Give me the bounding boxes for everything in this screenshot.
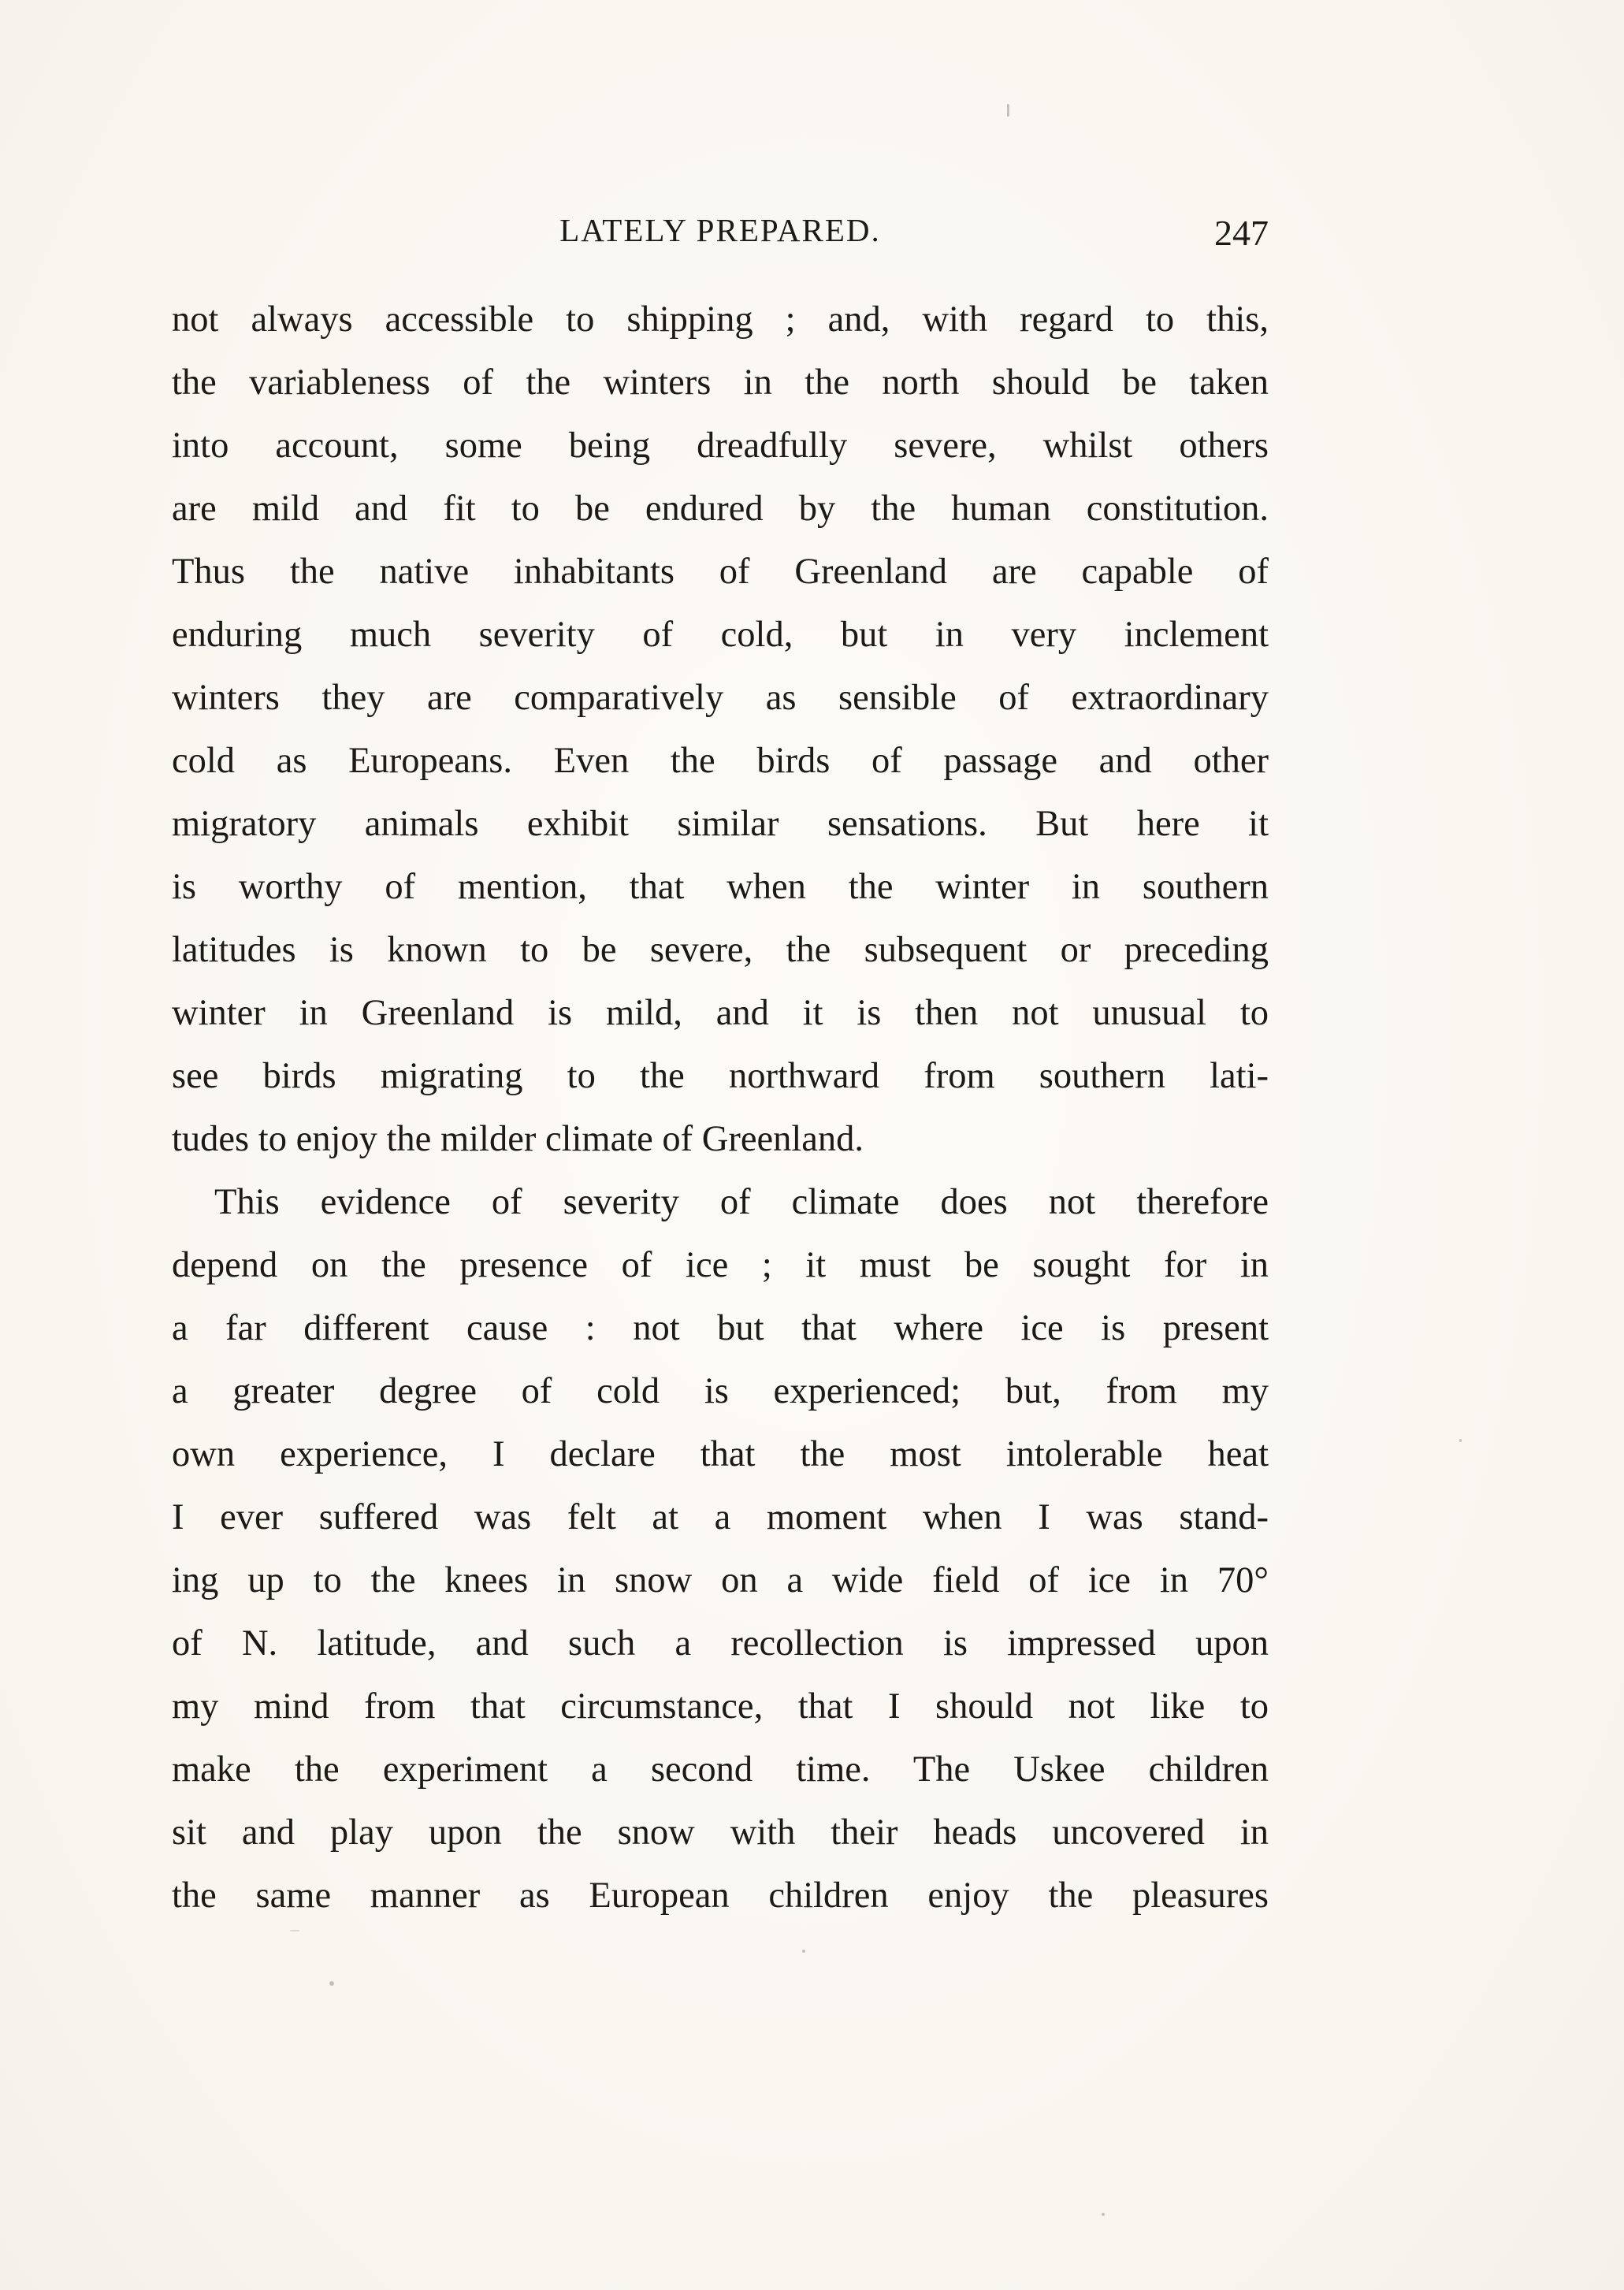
text-line: is worthy of mention, that when the winter in southern — [172, 867, 1269, 907]
text-line: cold as Europeans. Even the birds of passage and other — [172, 741, 1269, 781]
text-line: a far different cause : not but that where ice is present — [172, 1308, 1269, 1348]
text-line: winter in Greenland is mild, and it is then not unusual to — [172, 993, 1269, 1033]
text-line: into account, some being dreadfully severe, whilst others — [172, 426, 1269, 466]
text-line: winters they are comparatively as sensible of extraordinary — [172, 678, 1269, 718]
text-line: Thus the native inhabitants of Greenland are capable of — [172, 552, 1269, 592]
running-head — [172, 206, 1269, 254]
text-line: latitudes is known to be severe, the subsequent or preceding — [172, 930, 1269, 970]
text-line: make the experiment a second time. The Uskee children — [172, 1749, 1269, 1790]
paper-speck — [1102, 2213, 1105, 2216]
text-line: depend on the presence of ice ; it must be sought for in — [172, 1245, 1269, 1285]
body-text — [172, 288, 1269, 1928]
text-line: of N. latitude, and such a recollection is impressed upon — [172, 1623, 1269, 1664]
text-line: own experience, I declare that the most intolerable heat — [172, 1434, 1269, 1474]
text-line: are mild and fit to be endured by the human constitution. — [172, 489, 1269, 529]
text-line: enduring much severity of cold, but in very inclement — [172, 615, 1269, 655]
paper-speck — [290, 1930, 299, 1931]
text-line: tudes to enjoy the milder climate of Greenland. — [172, 1119, 864, 1159]
text-line: ing up to the knees in snow on a wide field of ice in 70° — [172, 1560, 1269, 1600]
text-line: not always accessible to shipping ; and, with regard to this, — [172, 299, 1269, 340]
text-line: a greater degree of cold is experienced; but, from my — [172, 1371, 1269, 1411]
text-line: the same manner as European children enjoy the pleasures — [172, 1875, 1269, 1916]
paper-speck — [1459, 1439, 1462, 1442]
text-line: sit and play upon the snow with their heads uncovered in — [172, 1812, 1269, 1853]
paper-speck — [329, 1981, 334, 1986]
page-number: 247 — [1214, 213, 1269, 253]
paper-speck — [802, 1950, 805, 1953]
running-title: LATELY PREPARED. — [559, 212, 881, 248]
text-line: migratory animals exhibit similar sensations. But here it — [172, 804, 1269, 844]
text-line: see birds migrating to the northward from southern lati- — [172, 1056, 1269, 1096]
paragraph-start-line: This evidence of severity of climate does not therefore — [214, 1182, 1269, 1222]
text-line: the variableness of the winters in the north should be taken — [172, 362, 1269, 403]
text-line: I ever suffered was felt at a moment when I was stand- — [172, 1497, 1269, 1537]
paper-speck — [1007, 104, 1009, 117]
text-line: my mind from that circumstance, that I should not like to — [172, 1686, 1269, 1727]
